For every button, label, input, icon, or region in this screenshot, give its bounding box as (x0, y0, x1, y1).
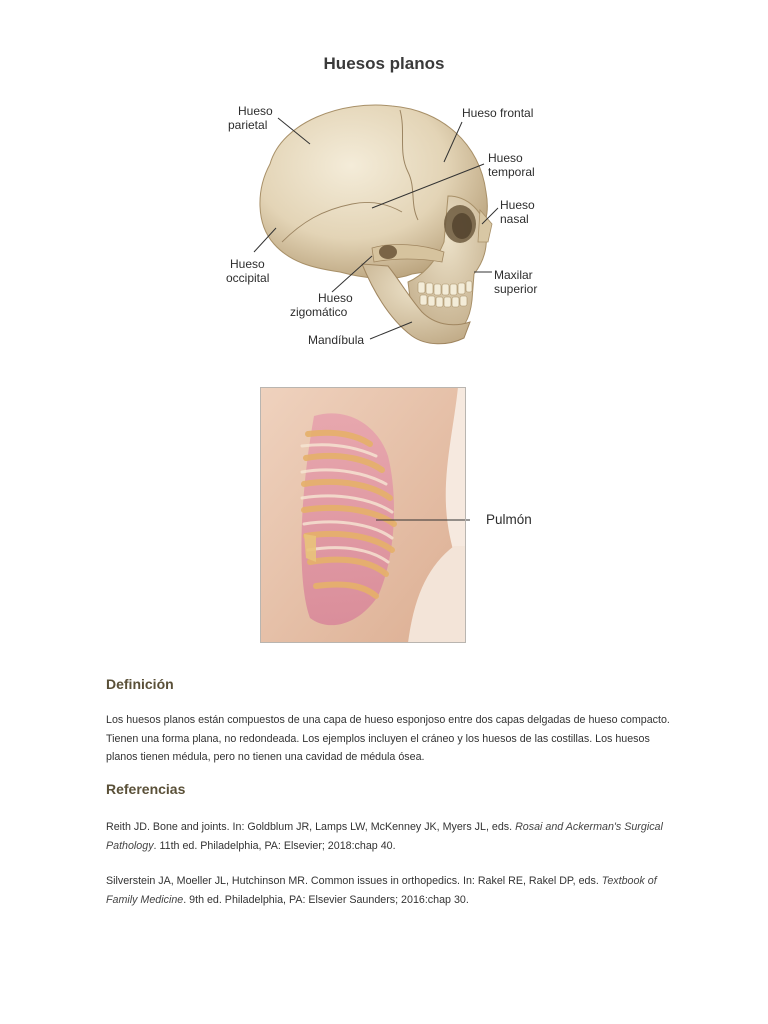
label-hueso-zigomatico (290, 291, 353, 319)
reference-item (106, 818, 676, 855)
label-maxilar-superior (494, 268, 537, 296)
label-line: parietal (228, 118, 268, 132)
label-hueso-temporal (488, 151, 535, 179)
label-pulmon: Pulmón (486, 512, 532, 527)
label-line: Hueso (318, 291, 353, 305)
label-hueso-parietal (228, 104, 273, 132)
label-line: superior (494, 282, 538, 296)
reference-item (106, 872, 676, 909)
label-line: Maxilar (494, 268, 533, 282)
label-hueso-occipital (226, 257, 270, 285)
reference-text: Reith JD. Bone and joints. In: Goldblum JR, Lamps LW, McKenney JK, Myers JL, eds. (106, 821, 516, 833)
label-line: Hueso (500, 198, 535, 212)
label-line: zigomático (290, 305, 348, 319)
label-line: nasal (500, 212, 529, 226)
ribcage-frame (260, 387, 466, 643)
label-line: Hueso (230, 257, 265, 271)
label-line: temporal (488, 165, 535, 179)
references-heading: Referencias (106, 781, 186, 797)
label-hueso-nasal (500, 198, 535, 226)
reference-book-title: Rosai and Ackerman's Surgical Pathology (106, 821, 663, 852)
label-line: occipital (226, 271, 270, 285)
reference-text: . 11th ed. Philadelphia, PA: Elsevier; 2018:chap 40. (153, 839, 396, 852)
reference-book-title: Textbook of Family Medicine (106, 875, 657, 906)
definition-heading: Definición (106, 676, 174, 692)
label-mandibula: Mandíbula (308, 333, 365, 347)
reference-text: Silverstein JA, Moeller JL, Hutchinson MR. Common issues in orthopedics. In: Rakel RE, Rakel DP, eds. (106, 875, 602, 887)
label-line: Hueso (488, 151, 523, 165)
reference-text: . 9th ed. Philadelphia, PA: Elsevier Saunders; 2016:chap 30. (183, 893, 469, 906)
label-line: Hueso (238, 104, 273, 118)
label-hueso-frontal: Hueso frontal (462, 106, 534, 120)
page-title: Huesos planos (323, 54, 445, 73)
definition-text: Los huesos planos están compuestos de una capa de hueso esponjoso entre dos capas delgadas de hueso compacto. Tienen una forma plana, no redondeada. Los ejemplos incluyen el cráneo y los huesos de las costillas. Los huesos planos tienen médula, pero no tienen una cavidad de médula ósea. (106, 714, 670, 763)
